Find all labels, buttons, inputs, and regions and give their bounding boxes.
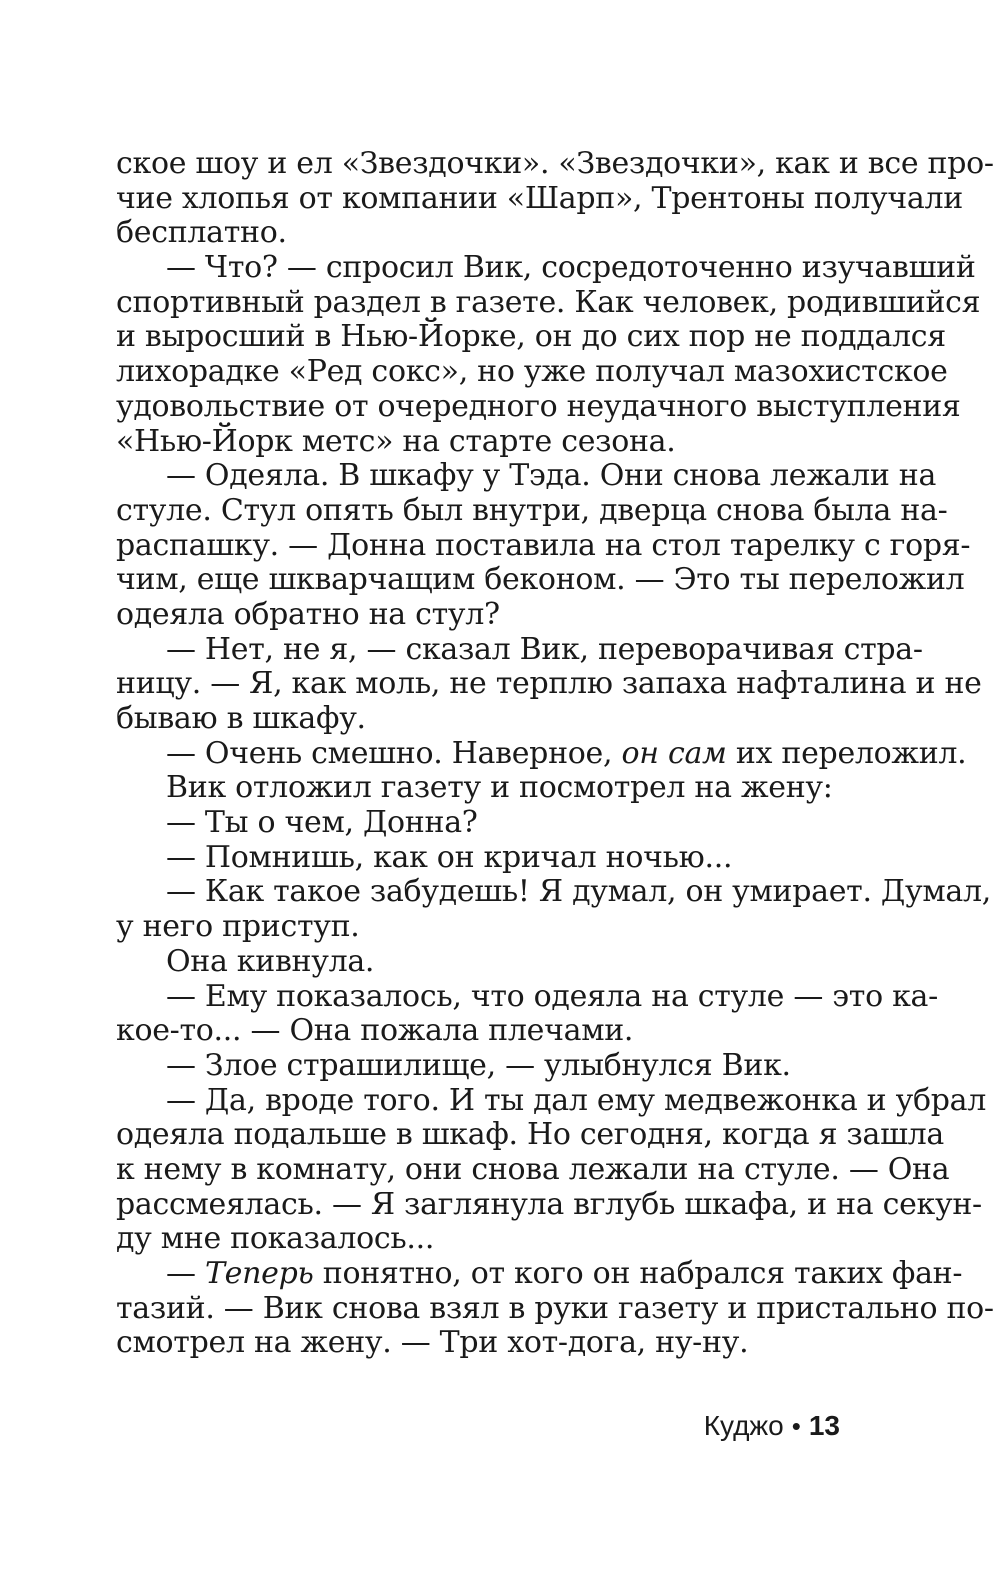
text-line: одеяла подальше в шкаф. Но сегодня, когда я зашла (116, 1117, 945, 1153)
text-line: «Нью-Йорк метс» на старте сезона. (116, 423, 676, 459)
text-line: — Нет, не я, — сказал Вик, переворачивая стра- (166, 631, 923, 667)
text-line: — Да, вроде того. И ты дал ему медвежонка и убрал (166, 1082, 986, 1118)
text-line: тазий. — Вик снова взял в руки газету и пристально по- (116, 1290, 994, 1326)
text-line: ду мне показалось... (116, 1221, 435, 1257)
text-line: Вик отложил газету и посмотрел на жену: (166, 770, 833, 806)
text-line: распашку. — Донна поставила на стол тарелку с горя- (116, 527, 971, 563)
text-line: и выросший в Нью-Йорке, он до сих пор не поддался (116, 319, 946, 355)
running-title: Куджо (703, 1410, 784, 1441)
text-line: кое-то... — Она пожала плечами. (116, 1013, 634, 1049)
text-line: — Одеяла. В шкафу у Тэда. Они снова лежали на (166, 458, 937, 494)
text-line: стуле. Стул опять был внутри, дверца снова была на- (116, 492, 948, 528)
text-line: — Злое страшилище, — улыбнулся Вик. (166, 1047, 791, 1083)
text-line (116, 1256, 963, 1292)
separator-bullet: • (791, 1411, 801, 1441)
text-line: одеяла обратно на стул? (116, 596, 500, 632)
text-line: чие хлопья от компании «Шарп», Трентоны получали (116, 180, 963, 216)
text-line: — Ты о чем, Донна? (166, 805, 478, 841)
text-line: удовольствие от очередного неудачного выступления (116, 388, 961, 424)
text-line: — Ему показалось, что одеяла на стуле — это ка- (166, 978, 938, 1014)
text-line: чим, еще шкварчащим беконом. — Это ты переложил (116, 562, 965, 598)
text-segment: понятно, от кого он набрался таких фан- (313, 1256, 963, 1291)
page-number: 13 (808, 1410, 840, 1441)
text-segment: — (166, 1256, 205, 1291)
text-segment: — Очень смешно. Наверное, (166, 735, 622, 771)
text-line: рассмеялась. — Я заглянула вглубь шкафа, и на секун- (116, 1186, 982, 1222)
text-segment: их переложил. (726, 735, 967, 771)
body-text (116, 146, 994, 1361)
text-line: лихорадке «Ред сокс», но уже получал мазохистское (116, 354, 948, 390)
text-line: Она кивнула. (166, 943, 375, 979)
text-line: — Как такое забудешь! Я думал, он умирает. Думал, (166, 874, 991, 910)
text-line: к нему в комнату, они снова лежали на стуле. — Она (116, 1151, 950, 1187)
italic-phrase: он сам (621, 735, 727, 771)
text-line: — Что? — спросил Вик, сосредоточенно изучавший (166, 250, 976, 286)
text-line: — Помнишь, как он кричал ночью... (166, 839, 733, 875)
text-line: спортивный раздел в газете. Как человек, родившийся (116, 284, 981, 320)
text-line: бесплатно. (116, 215, 287, 251)
text-line: ское шоу и ел «Звездочки». «Звездочки», как и все про- (116, 146, 994, 181)
page-footer (704, 1408, 840, 1444)
text-line: ницу. — Я, как моль, не терплю запаха нафталина и не (116, 666, 982, 702)
text-line: бываю в шкафу. (116, 701, 366, 736)
text-line: смотрел на жену. — Три хот-дога, ну-ну. (116, 1325, 749, 1361)
text-line (116, 735, 967, 772)
text-line: у него приступ. (116, 909, 360, 945)
italic-phrase: Теперь (204, 1256, 314, 1291)
